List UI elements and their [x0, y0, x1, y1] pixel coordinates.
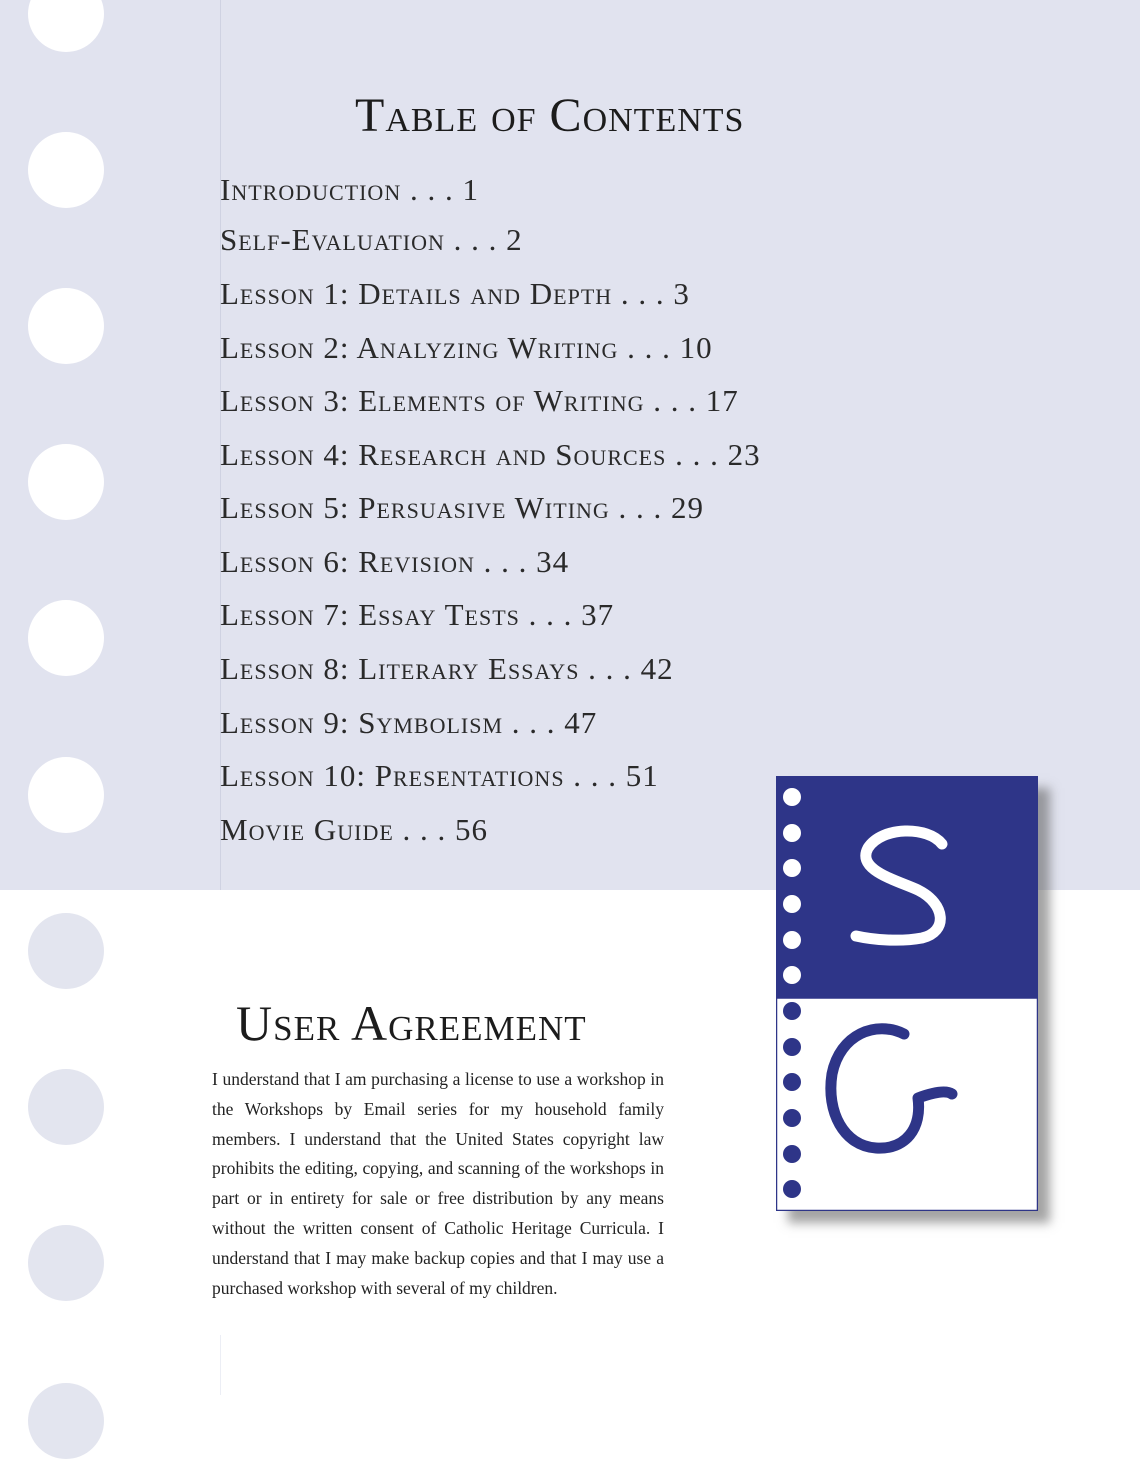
- user-agreement-text: I understand that I am purchasing a license to use a workshop in the Workshops by Email series for my household family members. I understand that the United States copyright law prohibits the editing, copying, and scanning of the workshops in part or in entirety for sale or free distribution by any means without the written consent of Catholic Heritage Curricula. I understand that I may make backup copies and that I may use a purchased workshop with several of my children.: [212, 1069, 664, 1298]
- toc-item-lesson-7[interactable]: Lesson 7: Essay Tests . . . 37: [220, 597, 615, 632]
- toc-item-lesson-9[interactable]: Lesson 9: Symbolism . . . 47: [220, 705, 598, 740]
- binder-hole: [28, 600, 104, 676]
- binder-hole: [28, 913, 104, 989]
- toc-item-lesson-3[interactable]: Lesson 3: Elements of Writing . . . 17: [220, 383, 739, 418]
- toc-title: Table of Contents: [355, 89, 745, 142]
- toc-item-lesson-1[interactable]: Lesson 1: Details and Depth . . . 3: [220, 276, 690, 311]
- binder-hole: [28, 288, 104, 364]
- sg-logo: [776, 776, 1038, 1211]
- toc-item-lesson-10[interactable]: Lesson 10: Presentations . . . 51: [220, 758, 659, 793]
- user-agreement-title: User Agreement: [236, 995, 587, 1051]
- binder-hole: [28, 1225, 104, 1301]
- toc-item-lesson-4[interactable]: Lesson 4: Research and Sources . . . 23: [220, 437, 761, 472]
- toc-item-lesson-2[interactable]: Lesson 2: Analyzing Writing . . . 10: [220, 330, 713, 365]
- binder-hole: [28, 757, 104, 833]
- toc-item-self-evaluation[interactable]: Self-Evaluation . . . 2: [220, 222, 523, 257]
- margin-line-lower: [220, 1335, 221, 1395]
- toc-item-lesson-6[interactable]: Lesson 6: Revision . . . 34: [220, 544, 570, 579]
- toc-item-lesson-8[interactable]: Lesson 8: Literary Essays . . . 42: [220, 651, 674, 686]
- binder-hole: [28, 1383, 104, 1459]
- toc-item-movie-guide[interactable]: Movie Guide . . . 56: [220, 812, 489, 847]
- binder-hole: [28, 1069, 104, 1145]
- binder-hole: [28, 132, 104, 208]
- toc-item-introduction[interactable]: Introduction . . . 1: [220, 172, 479, 207]
- toc-item-lesson-5[interactable]: Lesson 5: Persuasive Witing . . . 29: [220, 490, 705, 525]
- binder-hole: [28, 444, 104, 520]
